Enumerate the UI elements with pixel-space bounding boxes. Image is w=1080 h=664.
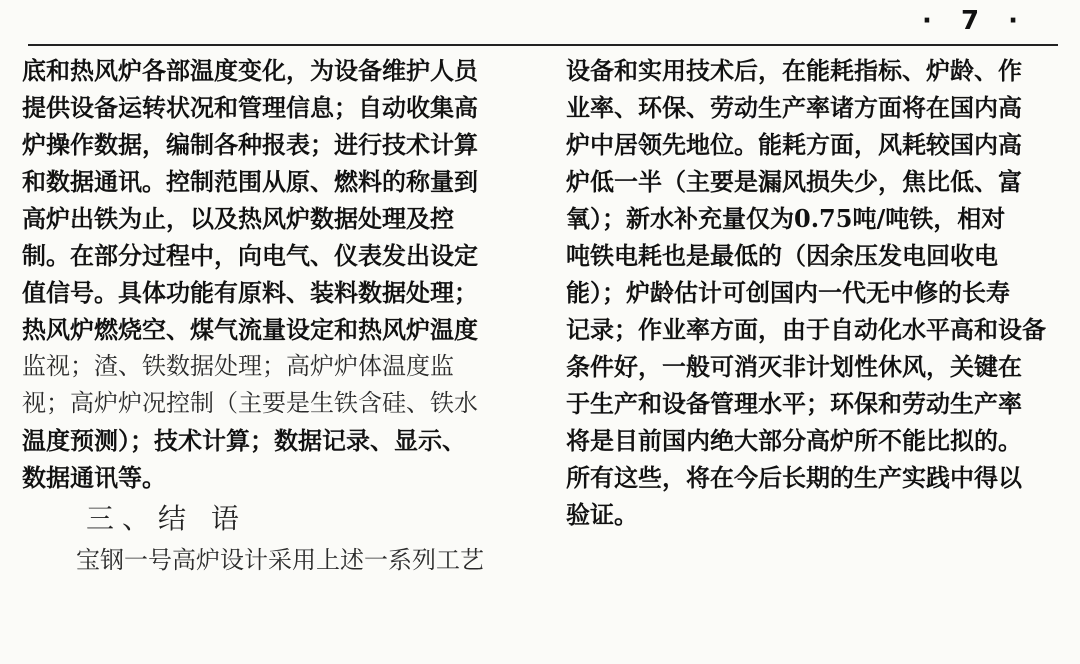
right-column [566,52,1066,533]
text-line: 数据通讯等。 [22,463,166,492]
text-line: 值信号。具体功能有原料、装料数据处理； [22,278,478,307]
text-line: 条件好，一般可消灭非计划性休风，关键在 [566,352,1022,381]
text-line: 宝钢一号高炉设计采用上述一系列工艺 [76,546,484,574]
section-heading: 三、结 语 [86,502,247,535]
text-line: 炉低一半（主要是漏风损失少，焦比低、富 [566,167,1022,196]
text-line: 制。在部分过程中，向电气、仪表发出设定 [22,241,478,270]
text-line: 热风炉燃烧空、煤气流量设定和热风炉温度 [22,315,478,344]
text-line: 炉操作数据，编制各种报表；进行技术计算 [22,130,478,159]
text-line: 提供设备运转状况和管理信息；自动收集高 [22,93,478,122]
text-line: 和数据通讯。控制范围从原、燃料的称量到 [22,167,478,196]
text-line: 所有这些，将在今后长期的生产实践中得以 [566,463,1022,492]
text-line: 验证。 [566,500,638,529]
page-number: · 7 · [922,6,1028,36]
text-line: 监视；渣、铁数据处理；高炉炉体温度监 [22,352,454,380]
text-line: 于生产和设备管理水平；环保和劳动生产率 [566,389,1022,418]
text-line: 能）；炉龄估计可创国内一代无中修的长寿 [566,278,1010,307]
text-line: 高炉出铁为止，以及热风炉数据处理及控 [22,204,454,233]
text-line: 视；高炉炉况控制（主要是生铁含硅、铁水 [22,389,478,417]
text-line: 吨铁电耗也是最低的（因余压发电回收电 [566,241,998,270]
text-line: 记录；作业率方面，由于自动化水平高和设备 [566,315,1046,344]
text-line: 底和热风炉各部温度变化，为设备维护人员 [22,56,478,85]
text-line: 业率、环保、劳动生产率诸方面将在国内高 [566,93,1022,122]
text-line: 将是目前国内绝大部分高炉所不能比拟的。 [566,426,1022,455]
text-line: 温度预测）；技术计算；数据记录、显示、 [22,426,466,455]
text-line: 炉中居领先地位。能耗方面，风耗较国内高 [566,130,1022,159]
left-column [22,52,522,579]
text-line: 氧）；新水补充量仅为0.75吨/吨铁，相对 [566,204,1006,233]
text-line: 设备和实用技术后，在能耗指标、炉龄、作 [566,56,1022,85]
header-rule [28,44,1058,46]
